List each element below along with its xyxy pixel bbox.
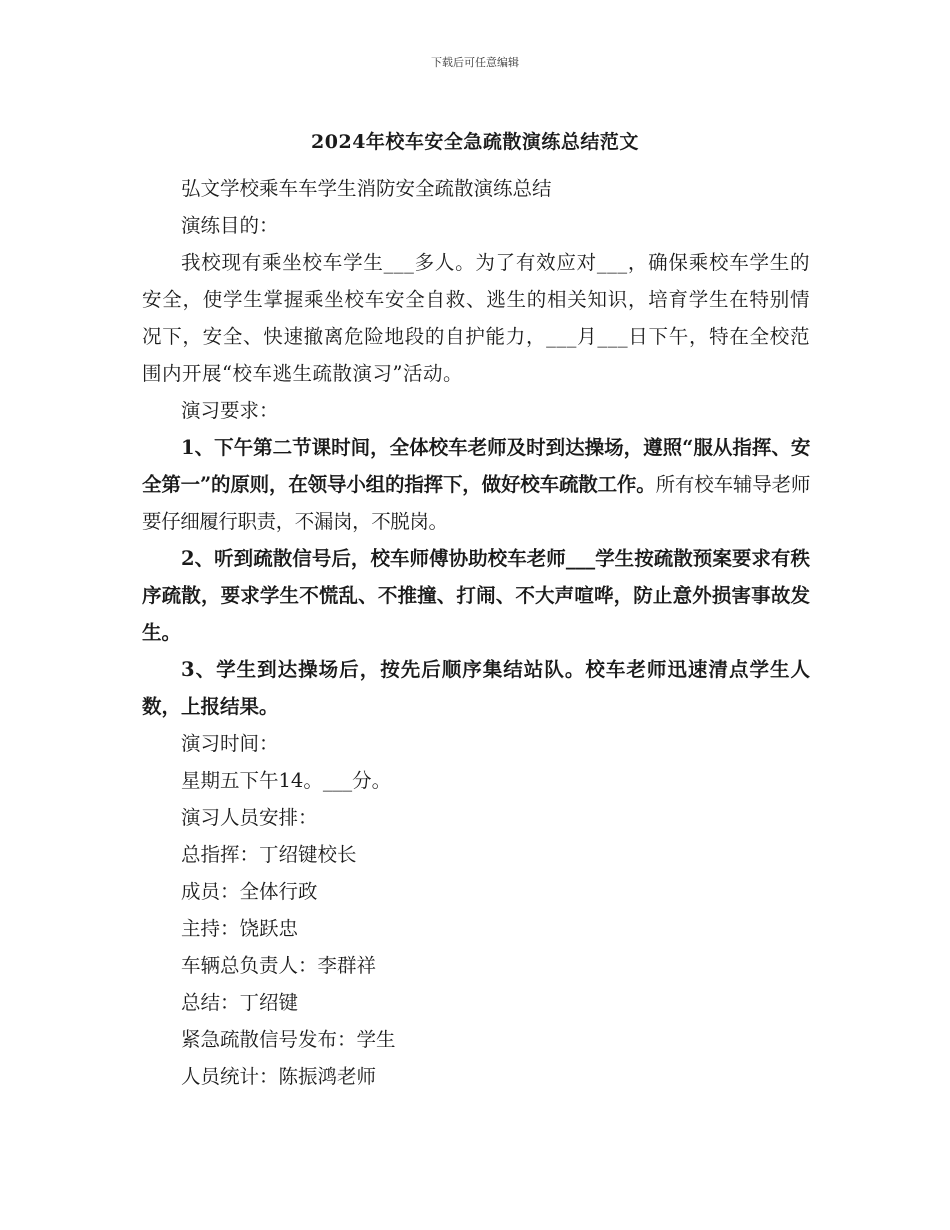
paragraph-requirement-2: 2、听到疏散信号后，校车师傅协助校车老师___学生按疏散预案要求有秩序疏散，要求学生不慌乱、不推撞、打闹、不大声喧哗，防止意外损害事故发生。 xyxy=(142,547,810,644)
paragraph-commander: 总指挥：丁绍键校长 xyxy=(181,843,357,866)
paragraph-signal-release: 紧急疏散信号发布：学生 xyxy=(181,1028,396,1051)
paragraph-headcount: 人员统计：陈振鸿老师 xyxy=(181,1065,377,1088)
paragraph-drill-purpose-heading: 演练目的： xyxy=(181,214,279,237)
requirement-1-normal-text: 所有校车辅导老师要仔细履行职责，不漏岗，不脱岗。 xyxy=(142,473,810,533)
paragraph-drill-time-heading: 演习时间： xyxy=(181,732,279,755)
paragraph-school-drill-title: 弘文学校乘车车学生消防安全疏散演练总结 xyxy=(181,177,552,200)
paragraph-staff-arrangement-heading: 演习人员安排： xyxy=(181,806,318,829)
document-body xyxy=(142,170,810,1095)
header-note: 下载后可任意编辑 xyxy=(431,56,519,69)
paragraph-summary: 总结：丁绍键 xyxy=(181,991,299,1014)
document-title: 2024年校车安全急疏散演练总结范文 xyxy=(311,131,639,153)
paragraph-requirement-3: 3、学生到达操场后，按先后顺序集结站队。校车老师迅速清点学生人数，上报结果。 xyxy=(142,658,810,718)
paragraph-drill-purpose: 我校现有乘坐校车学生___多人。为了有效应对___，确保乘校车学生的安全，使学生掌握乘坐校车安全自救、逃生的相关知识，培育学生在特别情况下，安全、快速撤离危险地段的自护能力，___月___日下午，特在全校范围内开展“校车逃生疏散演习”活动。 xyxy=(142,251,810,385)
paragraph-drill-time: 星期五下午14。___分。 xyxy=(181,769,392,792)
requirement-1-bold-text: 1、下午第二节课时间，全体校车老师及时到达操场，遵照“服从指挥、安全第一”的原则，在领导小组的指挥下，做好校车疏散工作。 xyxy=(142,436,810,496)
paragraph-members: 成员：全体行政 xyxy=(181,880,318,903)
paragraph-vehicle-lead: 车辆总负责人：李群祥 xyxy=(181,954,377,977)
paragraph-requirement-1 xyxy=(142,429,810,540)
paragraph-drill-requirements-heading: 演习要求： xyxy=(181,399,279,422)
paragraph-host: 主持：饶跃忠 xyxy=(181,917,299,940)
